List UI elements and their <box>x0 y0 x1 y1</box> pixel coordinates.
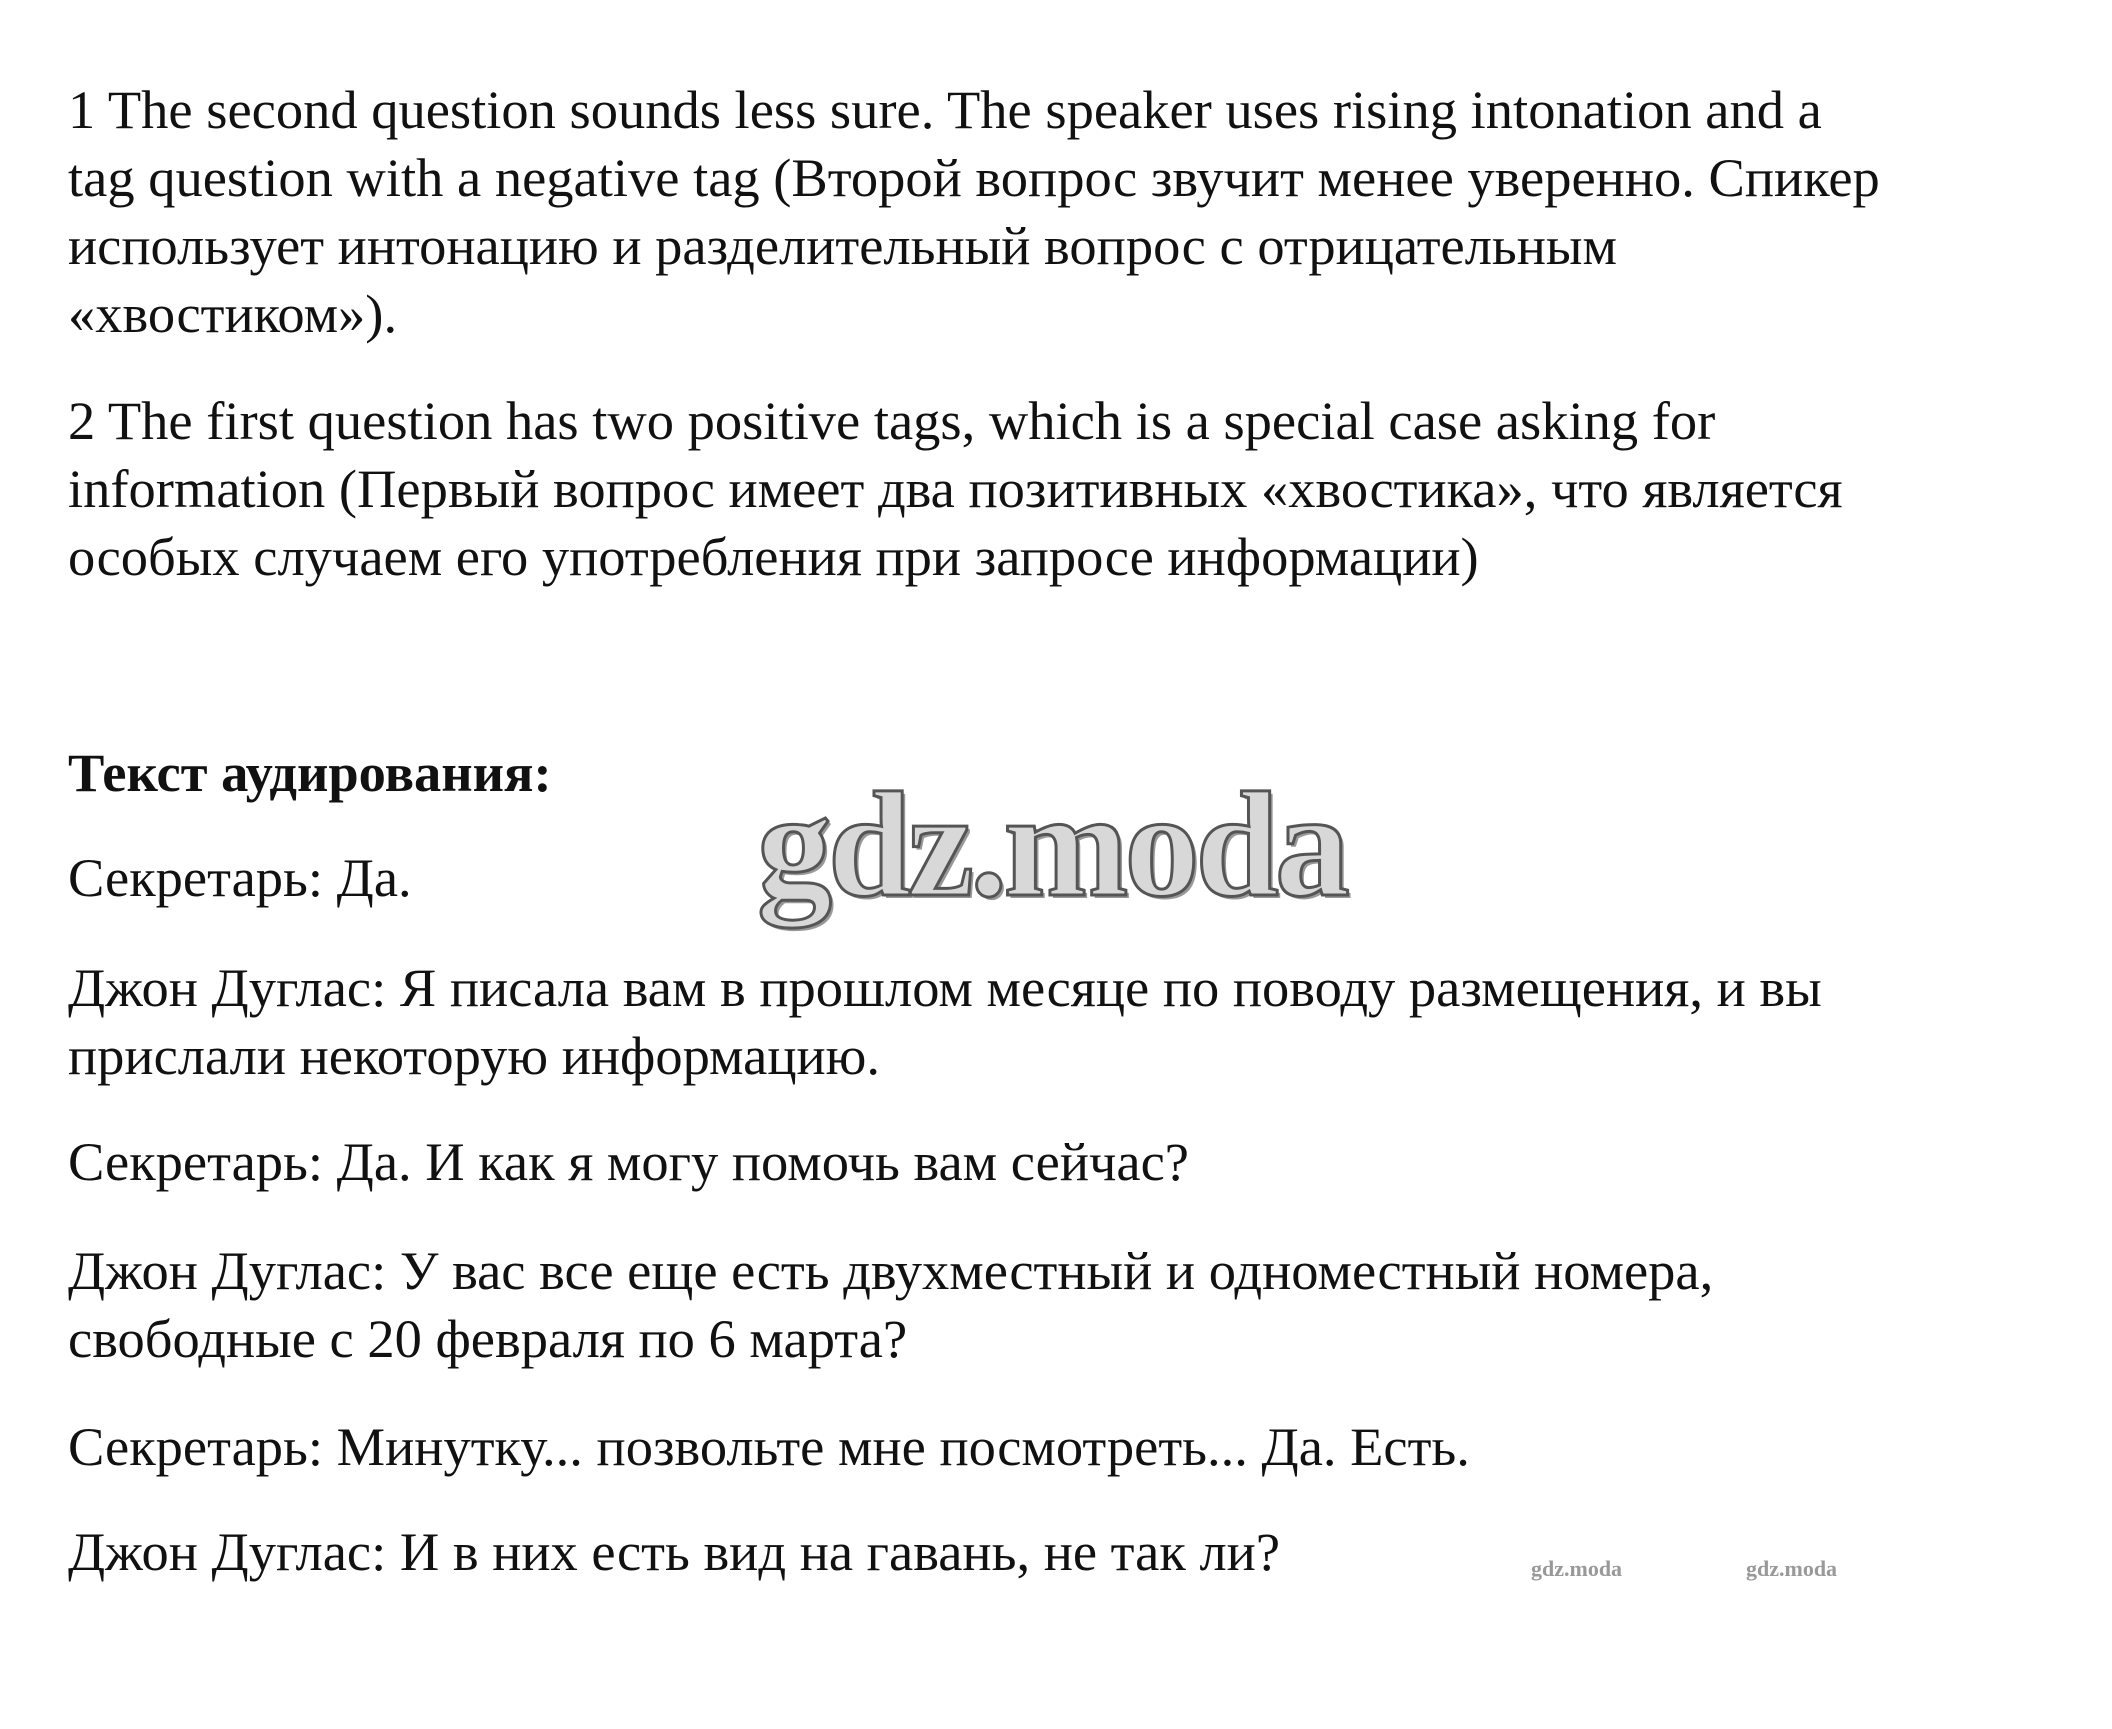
text-line: Секретарь: Да. И как я могу помочь вам сейчас? <box>68 1131 1189 1192</box>
text-line: 1 The second question sounds less sure. The speaker uses rising intonation and a <box>68 79 1822 140</box>
transcript-line <box>68 1128 1189 1196</box>
heading-text: Текст аудирования: <box>68 742 552 803</box>
text-line: 2 The first question has two positive tags, which is a special case asking for <box>68 390 1716 451</box>
text-line: использует интонацию и разделительный вопрос с отрицательным <box>68 215 1618 276</box>
watermark-small: gdz.moda <box>1746 1556 1838 1581</box>
transcript-line <box>68 844 412 912</box>
text-line: Джон Дуглас: Я писала вам в прошлом месяце по поводу размещения, и вы <box>68 957 1822 1018</box>
answer-1 <box>68 76 1880 348</box>
watermark-small: gdz.moda <box>1531 1556 1623 1581</box>
text-line: «хвостиком»). <box>68 283 398 344</box>
text-line: tag question with a negative tag (Второй вопрос звучит менее уверенно. Спикер <box>68 147 1880 208</box>
watermark-logo: gdz.moda <box>757 762 1346 928</box>
transcript-heading <box>68 739 552 807</box>
text-line: Джон Дуглас: У вас все еще есть двухместный и одноместный номера, <box>68 1240 1714 1301</box>
text-line: Джон Дуглас: И в них есть вид на гавань, не так ли? <box>68 1521 1281 1582</box>
text-line: information (Первый вопрос имеет два позитивных «хвостика», что является <box>68 458 1843 519</box>
transcript-line <box>68 1518 1280 1586</box>
answer-2 <box>68 387 1843 591</box>
text-line: Секретарь: Да. <box>68 847 412 908</box>
text-line: прислали некоторую информацию. <box>68 1025 880 1086</box>
transcript-line <box>68 1237 1713 1373</box>
transcript-line <box>68 954 1822 1090</box>
text-line: особых случаем его употребления при запросе информации) <box>68 526 1479 587</box>
text-line: свободные с 20 февраля по 6 марта? <box>68 1308 908 1369</box>
transcript-line <box>68 1413 1470 1481</box>
text-line: Секретарь: Минутку... позвольте мне посмотреть... Да. Есть. <box>68 1416 1470 1477</box>
